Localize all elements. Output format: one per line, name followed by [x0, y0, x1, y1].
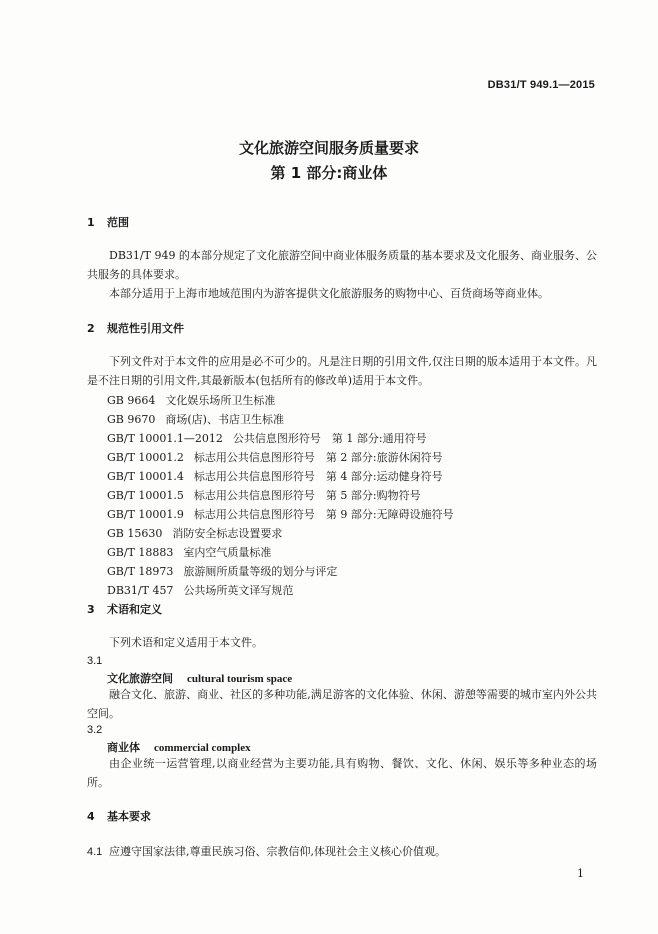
- term-definition: 融合文化、旅游、商业、社区的多种功能,满足游客的文化体验、休闲、游憩等需要的城市室内外公共空间。: [87, 688, 597, 720]
- document-title: 文化旅游空间服务质量要求: [238, 139, 419, 157]
- section-heading-scope: [87, 214, 129, 230]
- requirement-item: [87, 843, 446, 859]
- section-title: 术语和定义: [107, 603, 162, 616]
- reference-code: GB 9664: [107, 394, 156, 407]
- section-number: 3: [87, 603, 95, 616]
- section-heading-terms: [87, 601, 162, 617]
- reference-title: 标志用公共信息图形符号 第 9 部分:无障碍设施符号: [193, 508, 454, 521]
- scope-paragraph-1: DB31/T 949 的本部分规定了文化旅游空间中商业体服务质量的基本要求及文化服务、商业服务、公共服务的具体要求。: [87, 249, 597, 281]
- section-title: 基本要求: [107, 810, 151, 823]
- section-heading-basic-requirements: [87, 808, 151, 824]
- section-heading-references: [87, 320, 184, 336]
- reference-code: GB/T 10001.1—2012: [107, 432, 223, 445]
- reference-code: GB/T 18973: [107, 565, 174, 578]
- reference-title: 标志用公共信息图形符号 第 4 部分:运动健身符号: [193, 470, 443, 483]
- term-heading: [107, 670, 292, 686]
- reference-title: 公共场所英文译写规范: [183, 584, 294, 597]
- reference-title: 商场(店)、书店卫生标准: [165, 413, 284, 426]
- reference-title: 标志用公共信息图形符号 第 2 部分:旅游休闲符号: [193, 451, 443, 464]
- reference-code: GB/T 10001.4: [107, 470, 184, 483]
- reference-title: 消防安全标志设置要求: [172, 527, 283, 540]
- section-number: 2: [87, 322, 95, 335]
- term-number: 3.2: [87, 724, 103, 736]
- term-heading: [107, 739, 251, 755]
- reference-code: GB/T 10001.5: [107, 489, 184, 502]
- term-chinese: 文化旅游空间: [107, 672, 173, 685]
- reference-code: GB 15630: [107, 527, 163, 540]
- term-definition: 由企业统一运营管理,以商业经营为主要功能,具有购物、餐饮、文化、休闲、娱乐等多种业态的场所。: [87, 757, 597, 789]
- section-number: 4: [87, 810, 95, 823]
- reference-title: 文化娱乐场所卫生标准: [165, 394, 276, 407]
- reference-item: [107, 582, 293, 598]
- document-subtitle: 第 1 部分:商业体: [270, 164, 388, 182]
- reference-title: 公共信息图形符号 第 1 部分:通用符号: [232, 432, 427, 445]
- reference-code: GB/T 10001.2: [107, 451, 184, 464]
- reference-title: 旅游厕所质量等级的划分与评定: [183, 565, 338, 578]
- scope-paragraph-2: 本部分适用于上海市地域范围内为游客提供文化旅游服务的购物中心、百货商场等商业体。: [109, 287, 549, 300]
- reference-item: [107, 525, 282, 541]
- reference-item: [107, 468, 443, 484]
- reference-title: 标志用公共信息图形符号 第 5 部分:购物符号: [193, 489, 421, 502]
- reference-item: [107, 449, 443, 465]
- reference-code: GB/T 18883: [107, 546, 174, 559]
- reference-item: [107, 506, 454, 522]
- term-english: cultural tourism space: [187, 673, 293, 685]
- term-english: commercial complex: [154, 742, 251, 754]
- reference-code: GB 9670: [107, 413, 156, 426]
- requirement-number: 4.1: [87, 846, 103, 858]
- reference-item: [107, 563, 337, 579]
- term-chinese: 商业体: [107, 741, 140, 754]
- reference-item: [107, 411, 284, 427]
- reference-item: [107, 487, 421, 503]
- section-number: 1: [87, 216, 95, 229]
- reference-code: GB/T 10001.9: [107, 508, 184, 521]
- reference-item: [107, 544, 271, 560]
- reference-item: [107, 392, 275, 408]
- term-number: 3.1: [87, 655, 103, 667]
- section-title: 规范性引用文件: [107, 322, 184, 335]
- references-intro: 下列文件对于本文件的应用是必不可少的。凡是注日期的引用文件,仅注日期的版本适用于本文件。凡是不注日期的引用文件,其最新版本(包括所有的修改单)适用于本文件。: [87, 355, 597, 387]
- terms-intro: 下列术语和定义适用于本文件。: [109, 636, 263, 649]
- reference-item: [107, 430, 427, 446]
- requirement-text: 应遵守国家法律,尊重民族习俗、宗教信仰,体现社会主义核心价值观。: [109, 845, 446, 858]
- reference-title: 室内空气质量标准: [183, 546, 272, 559]
- page-number: 1: [577, 867, 584, 880]
- standard-code: DB31/T 949.1—2015: [487, 79, 595, 91]
- section-title: 范围: [107, 216, 129, 229]
- reference-code: DB31/T 457: [107, 584, 174, 597]
